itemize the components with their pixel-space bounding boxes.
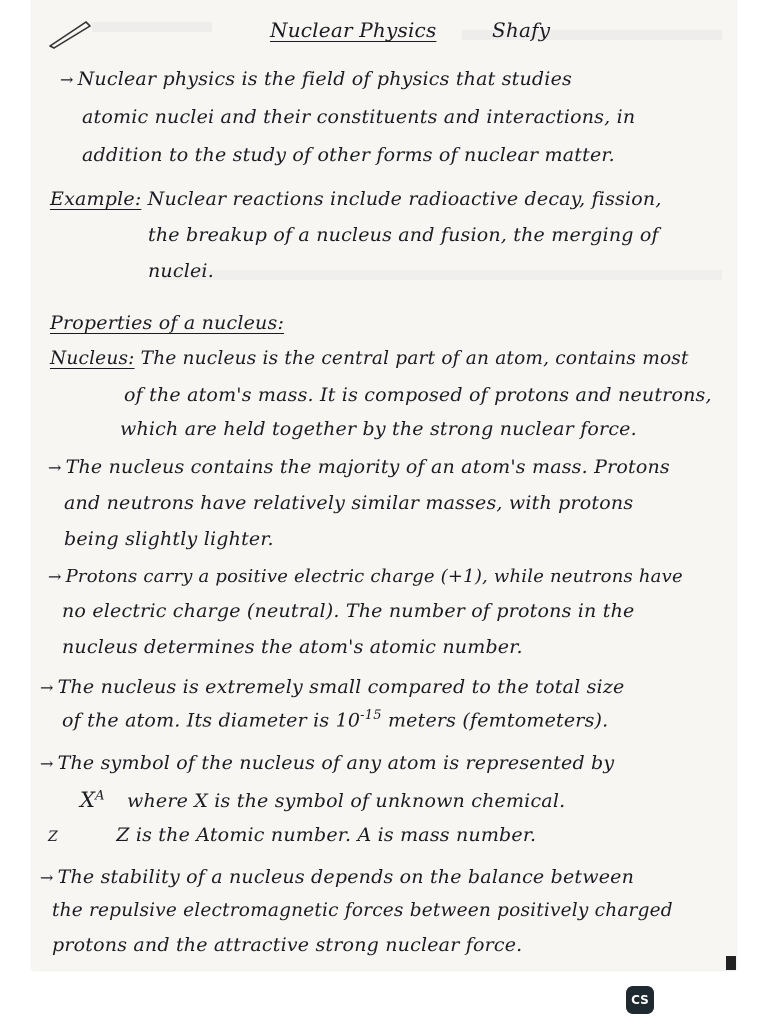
- text-line: no electric charge (neutral). The number of protons in the: [62, 600, 635, 622]
- line-text: Nuclear physics is the field of physics that studies: [77, 68, 572, 90]
- line-text: of the atom. Its diameter is 10: [62, 709, 361, 732]
- pen-scribble-icon: [46, 16, 94, 50]
- text-line: of the atom's mass. It is composed of protons and neutrons,: [124, 384, 712, 406]
- text-line: [48, 456, 670, 478]
- text-line: [40, 676, 624, 698]
- section-heading: [50, 312, 284, 334]
- symbol-line: [48, 824, 536, 846]
- text-line: atomic nuclei and their constituents and interactions, in: [82, 106, 636, 128]
- badge-label: CS: [631, 993, 649, 1007]
- text-line: [62, 708, 608, 731]
- text-line: which are held together by the strong nuclear force.: [120, 418, 637, 440]
- text-line: being slightly lighter.: [64, 528, 274, 550]
- text-line: protons and the attractive strong nuclear force.: [52, 934, 523, 956]
- text-line: [48, 566, 683, 587]
- element-symbol: X: [80, 788, 96, 812]
- line-text: The stability of a nucleus depends on the balance between: [57, 866, 635, 888]
- line-text: Z is the Atomic number. A is mass number.: [116, 824, 537, 846]
- exponent: -15: [360, 708, 382, 723]
- text-line: [60, 68, 572, 90]
- line-text: The nucleus is the central part of an atom, contains most: [134, 348, 689, 369]
- text-line: the breakup of a nucleus and fusion, the merging of: [148, 224, 659, 246]
- text-line: nuclei.: [148, 260, 214, 282]
- example-label: Example:: [50, 188, 142, 210]
- text-line: [40, 752, 614, 774]
- page-corner-shadow: [726, 956, 736, 970]
- line-text: Nuclear reactions include radioactive decay, fission,: [141, 188, 662, 210]
- text-line: [40, 866, 634, 888]
- bleed-through: [162, 270, 722, 280]
- notebook-page: [32, 0, 736, 970]
- arrow-icon: →: [60, 70, 74, 89]
- line-text: Protons carry a positive electric charge (+1), while neutrons have: [65, 566, 683, 587]
- example-line: [50, 188, 662, 210]
- text-line: and neutrons have relatively similar masses, with protons: [64, 492, 634, 514]
- title-text: Nuclear Physics: [270, 18, 437, 42]
- bleed-through: [92, 22, 212, 32]
- arrow-icon: →: [40, 868, 54, 887]
- arrow-icon: →: [40, 678, 54, 697]
- author-name: Shafy: [492, 18, 551, 42]
- heading-text: Properties of a nucleus:: [50, 312, 285, 334]
- text-line: the repulsive electromagnetic forces between positively charged: [52, 900, 673, 921]
- text-line: nucleus determines the atom's atomic number.: [62, 636, 523, 658]
- nucleus-label: Nucleus:: [50, 348, 135, 369]
- line-text: The nucleus is extremely small compared to the total size: [57, 676, 625, 698]
- line-text: The symbol of the nucleus of any atom is represented by: [57, 752, 615, 774]
- arrow-icon: →: [48, 567, 62, 586]
- page-title: [270, 18, 436, 42]
- atomic-number-subscript: Z: [48, 829, 58, 845]
- camscanner-icon: [626, 986, 654, 1014]
- definition-line: [50, 348, 689, 369]
- line-text: meters (femtometers).: [381, 709, 609, 732]
- line-text: The nucleus contains the majority of an atom's mass. Protons: [65, 456, 670, 478]
- line-text: where X is the symbol of unknown chemical.: [127, 790, 566, 812]
- text-line: addition to the study of other forms of nuclear matter.: [82, 144, 615, 166]
- symbol-line: [80, 788, 565, 812]
- arrow-icon: →: [48, 458, 62, 477]
- mass-number-superscript: A: [95, 788, 105, 804]
- arrow-icon: →: [40, 754, 54, 773]
